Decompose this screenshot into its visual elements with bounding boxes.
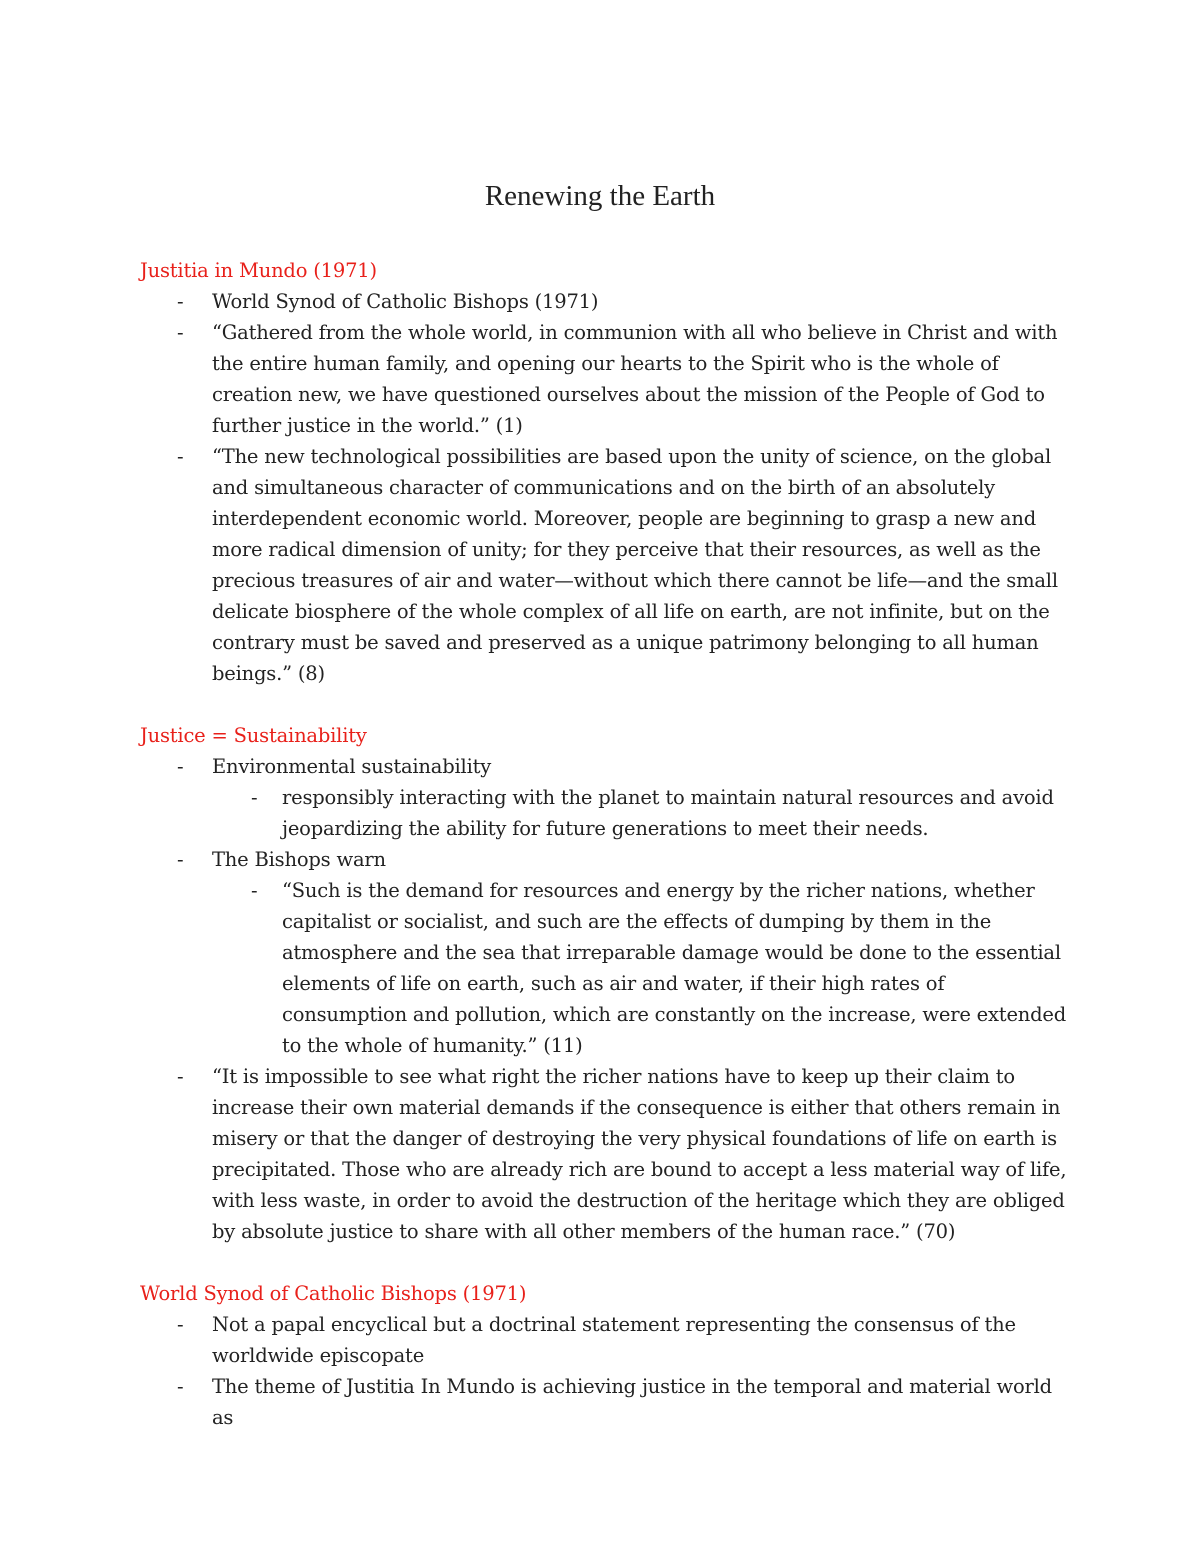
list-item: - “The new technological possibilities are based upon the unity of science, on the global and simultaneous character of communications and on the birth of an absolutely interdependent economic world. Moreover, people are beginning to grasp a new and more radical dimension of unity; for they perceive that their resources, as well as the precious treasures of air and water—without which there cannot be life—and the small delicate biosphere of the whole complex of all life on earth, are not infinite, but on the contrary must be saved and preserved as a unique patrimony belonging to all human beings.” (8) bbox=[140, 441, 1070, 689]
sub-list-item: - “Such is the demand for resources and energy by the richer nations, whether capitalist or socialist, and such are the effects of dumping by them in the atmosphere and the sea that irreparable damage would be done to the essential elements of life on earth, such as air and water, if their high rates of consumption and pollution, which are constantly on the increase, were extended to the whole of humanity.” (11) bbox=[212, 875, 1070, 1061]
list-item bbox=[140, 844, 1070, 1061]
list-item: - “It is impossible to see what right the richer nations have to keep up their claim to increase their own material demands if the consequence is either that others remain in misery or that the danger of destroying the very physical foundations of life on earth is precipitated. Those who are already rich are bound to accept a less material way of life, with less waste, in order to avoid the destruction of the heritage which they are obliged by absolute justice to share with all other members of the human race.” (70) bbox=[140, 1061, 1070, 1247]
bullet-list bbox=[140, 1309, 1070, 1433]
section-heading: Justice = Sustainability bbox=[140, 724, 367, 747]
list-item: - The theme of Justitia In Mundo is achieving justice in the temporal and material world as bbox=[140, 1371, 1070, 1433]
sub-bullet-list bbox=[212, 875, 1070, 1061]
list-item: - World Synod of Catholic Bishops (1971) bbox=[140, 286, 1070, 317]
section-justitia-in-mundo bbox=[140, 255, 1070, 689]
sub-list-item: - responsibly interacting with the planet to maintain natural resources and avoid jeopardizing the ability for future generations to meet their needs. bbox=[212, 782, 1070, 844]
sub-bullet-list bbox=[212, 782, 1070, 844]
section-heading: Justitia in Mundo (1971) bbox=[140, 259, 377, 282]
list-item-text: The Bishops warn bbox=[212, 848, 386, 871]
section-justice-sustainability bbox=[140, 720, 1070, 1247]
bullet-list bbox=[140, 286, 1070, 689]
list-item: - “Gathered from the whole world, in communion with all who believe in Christ and with the entire human family, and opening our hearts to the Spirit who is the whole of creation new, we have questioned ourselves about the mission of the People of God to further justice in the world.” (1) bbox=[140, 317, 1070, 441]
list-item-text: Environmental sustainability bbox=[212, 755, 492, 778]
section-world-synod bbox=[140, 1278, 1070, 1433]
bullet-list bbox=[140, 751, 1070, 1247]
section-heading: World Synod of Catholic Bishops (1971) bbox=[140, 1282, 527, 1305]
list-item bbox=[140, 751, 1070, 844]
list-item: - Not a papal encyclical but a doctrinal statement representing the consensus of the worldwide episcopate bbox=[140, 1309, 1070, 1371]
document-body bbox=[140, 255, 1070, 1433]
document-title: Renewing the Earth bbox=[484, 180, 716, 212]
